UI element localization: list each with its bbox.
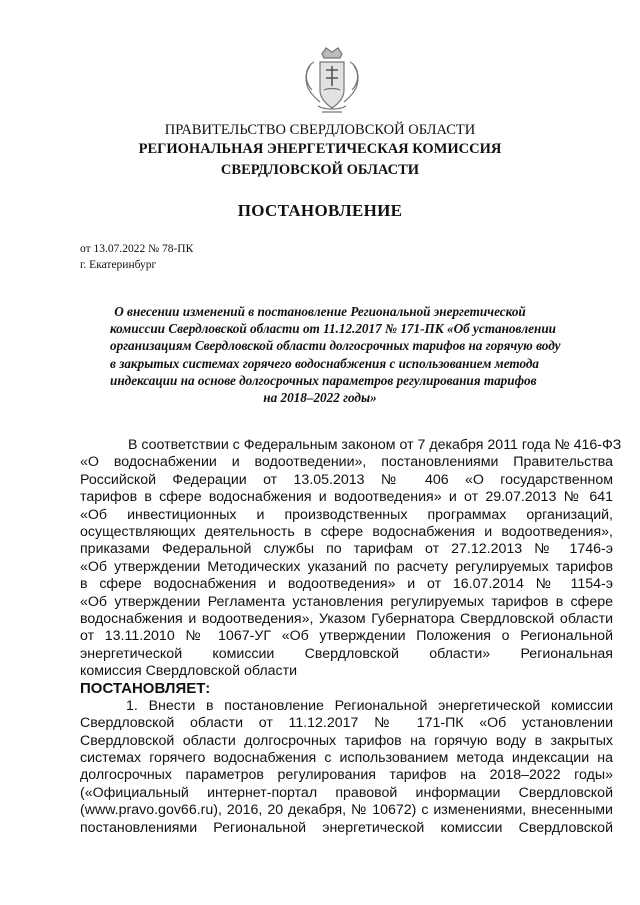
item1-line: («Официальный интернет-портал правовой информации Свердловской [80,784,613,801]
body-line: водоснабжения и водоотведения», Указом Губернатора Свердловской области [80,610,613,627]
document-title: ПОСТАНОВЛЕНИЕ [237,201,403,220]
body-line: энергетической комиссии Свердловской области» Региональная [80,645,613,662]
subject-line: комиссии Свердловской области от 11.12.2017 № 171-ПК «Об установлении [110,321,557,337]
body-line: Российской Федерации от 13.05.2013 № 406 «О государственном [80,471,613,488]
item1-line: (www.pravo.gov66.ru), 2016, 20 декабря, № 10672) с изменениями, внесенными [80,802,613,819]
coat-of-arms-icon [300,44,364,118]
resolves-heading: ПОСТАНОВЛЯЕТ: [80,680,211,698]
body-line: приказами Федеральной службы по тарифам от 27.12.2013 № 1746-э [80,541,613,558]
body-line: комиссия Свердловской области [80,663,298,680]
body-line: тарифов в сфере водоснабжения и водоотведения» и от 29.07.2013 № 641 [80,489,613,506]
item1-line: Свердловской области долгосрочных тарифов на горячую воду в закрытых [80,732,613,749]
subject-line: в закрытых системах горячего водоснабжения с использованием метода [110,355,540,371]
body-line: В соответствии с Федеральным законом от 7 декабря 2011 года № 416-ФЗ [128,437,622,453]
item1-line: постановлениями Региональной энергетической комиссии Свердловской [80,819,613,836]
item1-line: долгосрочных параметров регулирования тарифов на 2018–2022 годы» [80,767,613,784]
commission-name-line2: СВЕРДЛОВСКОЙ ОБЛАСТИ [220,162,420,178]
document-body [80,437,622,837]
document-subject [110,303,561,406]
body-line: в сфере водоснабжения и водоотведения» и от 16.07.2014 № 1154-э [80,576,613,593]
item1-line: системах горячего водоснабжения с использованием метода индексации на [80,750,613,767]
subject-line: индексации на основе долгосрочных параметров регулирования тарифов [110,372,537,388]
body-line: от 13.11.2010 № 1067-УГ «Об утверждении Положения о Региональной [80,628,613,645]
subject-line: О внесении изменений в постановление Региональной энергетической [114,304,526,319]
document-date-number: от 13.07.2022 № 78-ПК [80,243,194,255]
government-name: ПРАВИТЕЛЬСТВО СВЕРДЛОВСКОЙ ОБЛАСТИ [164,122,476,138]
subject-line: на 2018–2022 годы» [263,390,377,406]
body-line: осуществляющих деятельность в сфере водоснабжения и водоотведения», [80,523,613,540]
body-line: «Об утверждении Регламента установления регулируемых тарифов в сфере [80,593,613,610]
body-line: «Об утверждении Методических указаний по расчету регулируемых тарифов [80,558,613,575]
subject-line: организациям Свердловской области долгосрочных тарифов на горячую воду [110,338,561,354]
item1-line: Свердловской области от 11.12.2017 № 171-ПК «Об установлении [80,715,613,732]
commission-name-line1: РЕГИОНАЛЬНАЯ ЭНЕРГЕТИЧЕСКАЯ КОМИССИЯ [138,141,502,157]
document-city: г. Екатеринбург [80,259,157,271]
body-line: «О водоснабжении и водоотведении», постановлениями Правительства [80,454,613,471]
body-line: «Об инвестиционных и производственных программах организаций, [80,506,613,523]
item1-line: 1. Внести в постановление Региональной энергетической комиссии [126,697,613,714]
